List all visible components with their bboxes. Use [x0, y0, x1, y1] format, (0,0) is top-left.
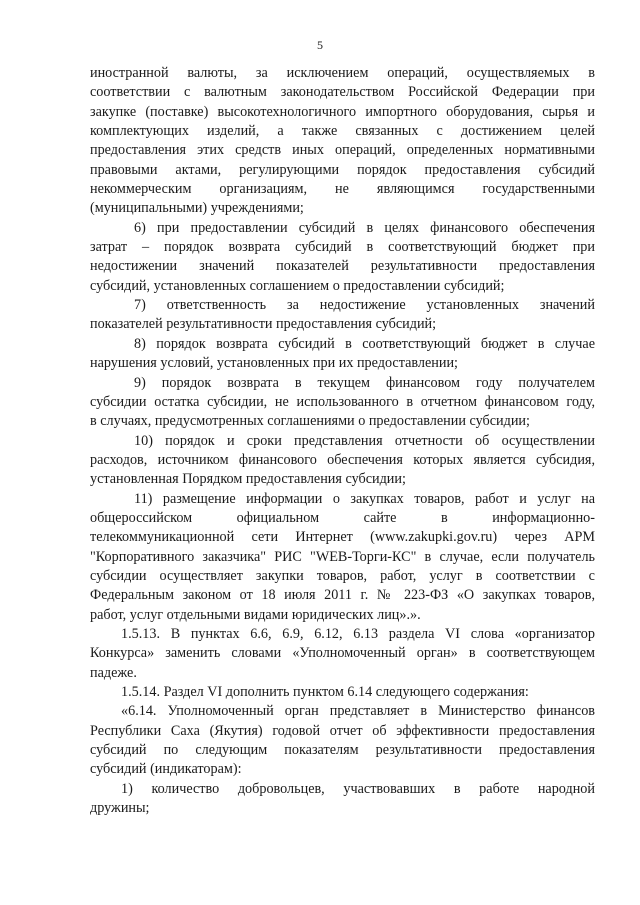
- text-line: (муниципальными) учреждениями;: [90, 200, 304, 217]
- text-line: "Корпоративного заказчика" РИС "WEB-Торги-КС" в случае, если получатель: [90, 548, 595, 565]
- text-line: субсидий по следующим показателям результативности предоставления: [90, 742, 595, 759]
- text-line: затрат – порядок возврата субсидий в соответствующий бюджет при: [90, 239, 595, 256]
- text-line: субсидии осуществляет закупки товаров, работ, услуг в соответствии с: [90, 567, 595, 584]
- text-line: соответствии с валютным законодательством Российской Федерации при: [90, 84, 595, 101]
- text-line: дружины;: [90, 800, 150, 817]
- text-line: «6.14. Уполномоченный орган представляет в Министерство финансов: [121, 703, 595, 720]
- text-line: 10) порядок и сроки представления отчетности об осуществлении: [134, 432, 595, 449]
- page-number: 5: [317, 38, 323, 52]
- text-line: Федеральным законом от 18 июля 2011 г. № 223-ФЗ «О закупках товаров,: [90, 587, 595, 604]
- text-line: 8) порядок возврата субсидий в соответствующий бюджет в случае: [134, 335, 595, 352]
- text-line: расходов, источником финансового обеспечения которых является субсидия,: [90, 451, 595, 468]
- text-line: субсидии остатка субсидии, не использованного в отчетном финансовом году,: [90, 393, 595, 410]
- text-line: субсидий, установленных соглашением о предоставлении субсидий;: [90, 277, 505, 294]
- text-line: падеже.: [90, 664, 137, 681]
- text-line: 7) ответственность за недостижение установленных значений: [134, 297, 595, 314]
- text-line: 1.5.14. Раздел VI дополнить пунктом 6.14 следующего содержания:: [121, 684, 529, 700]
- text-line: 1) количество добровольцев, участвовавших в работе народной: [121, 780, 595, 797]
- document-body: [90, 64, 595, 818]
- text-line: предоставления этих средств иных операций, определенных нормативными: [90, 142, 595, 159]
- text-line: Республики Саха (Якутия) годовой отчет об эффективности предоставления: [90, 722, 595, 739]
- text-line: правовыми актами, регулирующими порядок предоставления субсидий: [90, 161, 595, 178]
- text-line: Конкурса» заменить словами «Уполномоченный орган» в соответствующем: [90, 645, 595, 662]
- text-line: 1.5.13. В пунктах 6.6, 6.9, 6.12, 6.13 раздела VI слова «организатор: [121, 625, 595, 642]
- text-line: субсидий (индикаторам):: [90, 761, 242, 778]
- text-line: иностранной валюты, за исключением операций, осуществляемых в: [90, 65, 595, 81]
- text-line: работ, услуг отдельными видами юридических лиц».».: [90, 606, 421, 623]
- text-line: установленная Порядком предоставления субсидии;: [90, 471, 406, 488]
- text-line: комплектующих изделий, а также связанных с достижением целей: [90, 123, 595, 140]
- text-line: 11) размещение информации о закупках товаров, работ и услуг на: [134, 490, 595, 507]
- text-line: в случаях, предусмотренных соглашениями о предоставлении субсидии;: [90, 413, 530, 430]
- text-line: 9) порядок возврата в текущем финансовом году получателем: [134, 374, 595, 391]
- text-line: показателей результативности предоставления субсидий;: [90, 316, 437, 333]
- text-line: нарушения условий, установленных при их предоставлении;: [90, 355, 459, 372]
- text-line: некоммерческим организациям, не являющимся государственными: [90, 181, 595, 198]
- text-line: закупке (поставке) высокотехнологичного импортного оборудования, сырья и: [90, 103, 595, 120]
- text-line: телекоммуникационной сети Интернет (www.zakupki.gov.ru) через АРМ: [90, 529, 595, 546]
- text-line: общероссийском официальном сайте в информационно-: [90, 509, 595, 526]
- text-line: недостижении значений показателей результативности предоставления: [90, 258, 595, 275]
- text-line: 6) при предоставлении субсидий в целях финансового обеспечения: [134, 219, 595, 236]
